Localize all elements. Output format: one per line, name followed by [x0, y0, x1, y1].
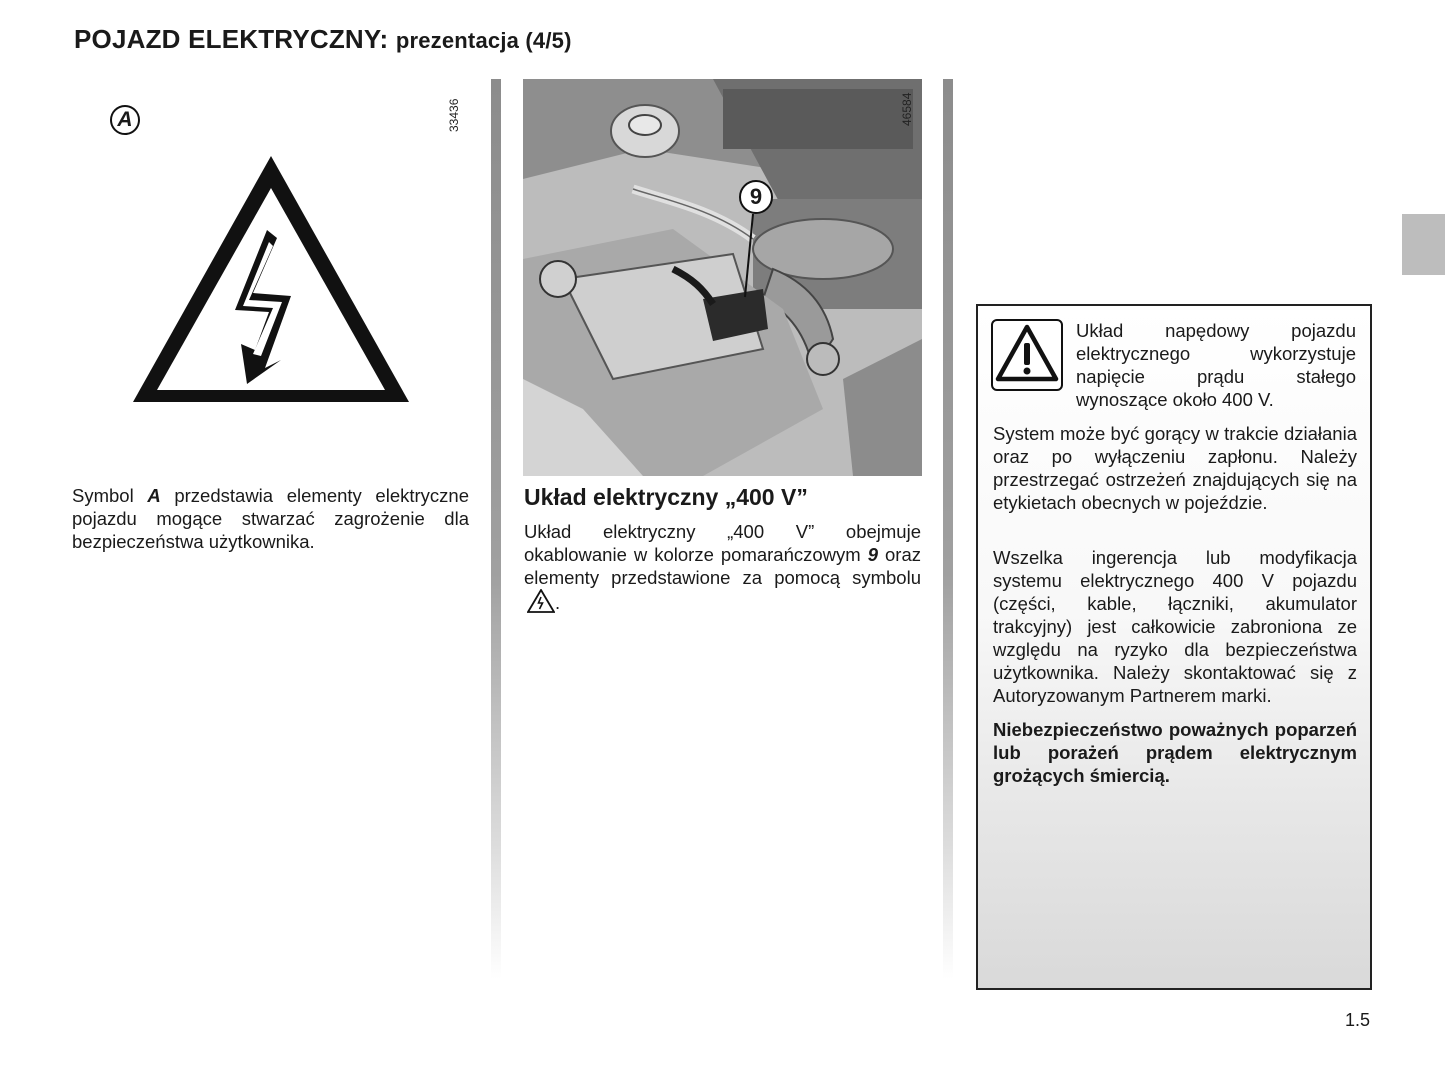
column-separator-right: [943, 79, 953, 979]
figure-number-46584: 46584: [900, 92, 914, 126]
page-number: 1.5: [1345, 1010, 1371, 1030]
section-400v-description: [524, 520, 921, 614]
warning-intro-text: Układ napędowy pojazdu elektrycznego wykorzystuje napięcie prądu stałego wynoszące około 400 V.: [1076, 320, 1356, 410]
section-text-prefix: Układ elektryczny „400 V” obejmuje okablowanie w kolorze pomarańczowym: [524, 521, 921, 565]
column-separator-left: [491, 79, 501, 979]
symbol-a-reference: A: [147, 485, 161, 506]
warning-box: [976, 304, 1372, 990]
page-title: [74, 24, 572, 55]
section-text-suffix: .: [555, 592, 561, 613]
warning-no-modification-text: Wszelka ingerencja lub modyfikacja systemu elektrycznego 400 V pojazdu (części, kable, łączniki, akumulator trakcyjny) jest całkowicie zabroniona ze względu na ryzyko dla bezpieczeństwa użytkownika. Należy skontaktować się z Autoryzowanym Partnerem marki.: [993, 547, 1357, 706]
symbol-a-description: [72, 484, 469, 553]
figure-number-33436: 33436: [447, 98, 461, 132]
symbol-a-text-suffix: przedstawia elementy elektryczne pojazdu mogące stwarzać zagrożenie dla bezpieczeństwa użytkownika.: [72, 485, 469, 552]
engine-bay-photo: [523, 79, 922, 476]
section-text-middle: oraz elementy przedstawione za pomocą symbolu: [524, 544, 921, 588]
high-voltage-warning-icon: [129, 148, 413, 410]
page-title-sub: prezentacja (4/5): [395, 28, 572, 53]
warning-icon: [991, 319, 1063, 391]
high-voltage-symbol-icon: [527, 589, 555, 613]
page-title-main: POJAZD ELEKTRYCZNY:: [74, 24, 389, 54]
section-callout-reference: 9: [867, 544, 878, 565]
figure-label-a: A: [110, 105, 140, 135]
chapter-tab-marker: [1402, 214, 1445, 275]
warning-hot-system-text: System może być gorący w trakcie działania oraz po wyłączeniu zapłonu. Należy przestrzegać ostrzeżeń znajdujących się na etykietach obecnych w pojeździe.: [993, 423, 1357, 513]
section-title-400v: Układ elektryczny „400 V”: [524, 484, 808, 510]
symbol-a-text-prefix: Symbol: [72, 485, 148, 506]
warning-danger-text: Niebezpieczeństwo poważnych poparzeń lub porażeń prądem elektrycznym grożących śmiercią.: [993, 719, 1357, 786]
callout-9: 9: [739, 180, 773, 214]
